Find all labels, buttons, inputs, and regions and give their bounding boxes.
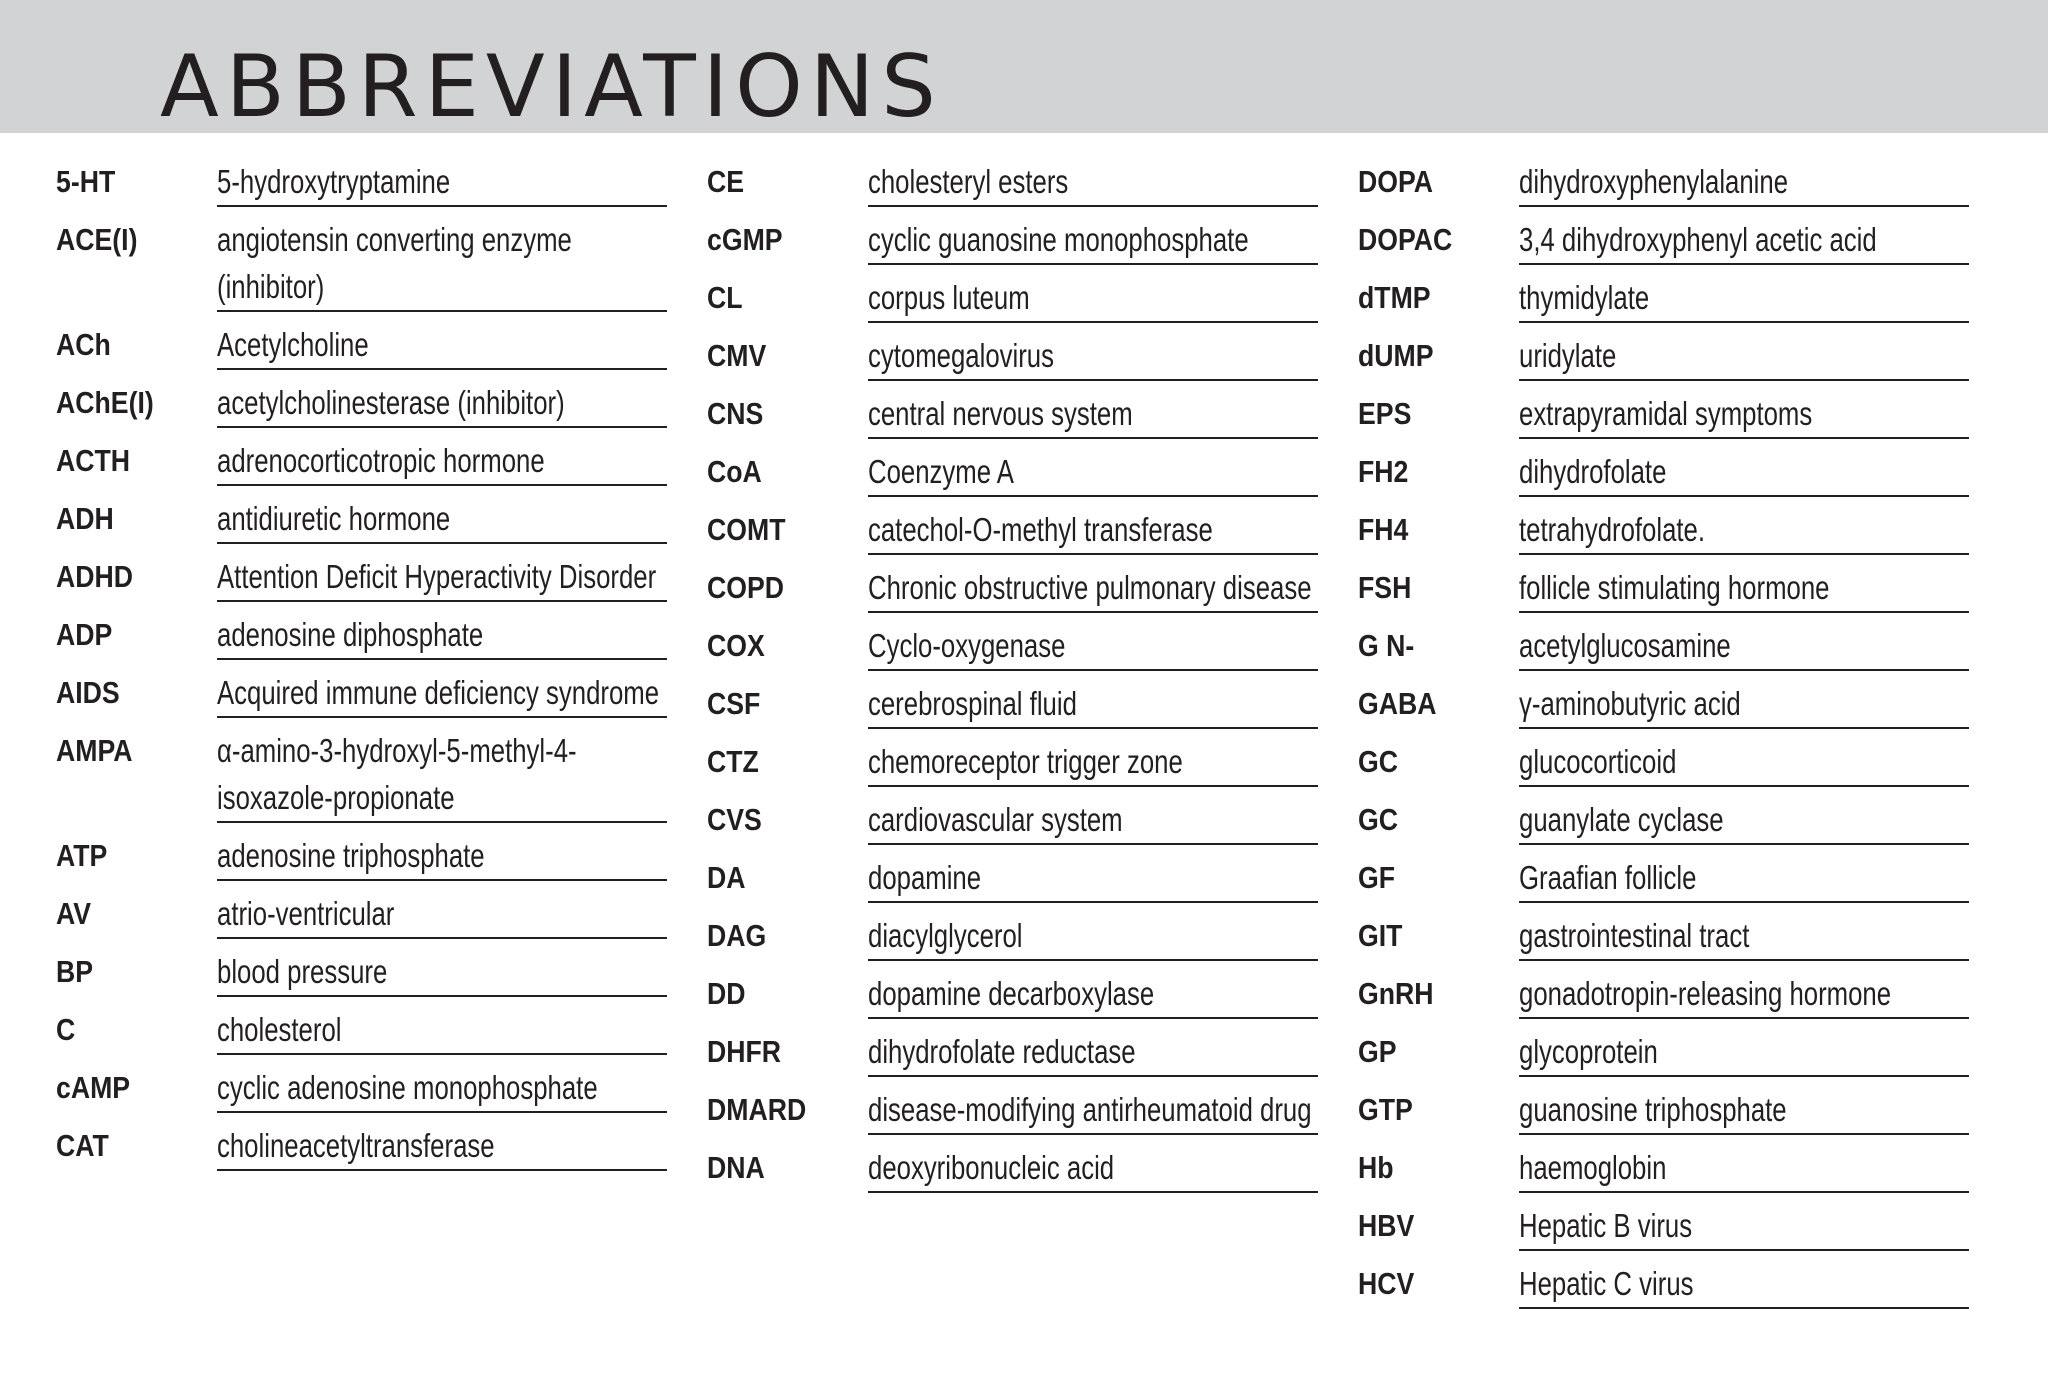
abbreviation-entry (707, 1028, 1327, 1077)
abbreviation-definition (1519, 680, 1969, 729)
abbreviation-term: HBV (1358, 1208, 1415, 1243)
abbreviation-definition (1519, 912, 1969, 961)
abbreviation-entry (707, 158, 1327, 207)
abbreviation-definition (868, 1028, 1318, 1077)
definition-text: 5-hydroxytryptamine (217, 163, 451, 200)
abbreviation-term: COX (707, 628, 765, 663)
abbreviation-entry (56, 321, 676, 370)
abbreviation-definition (217, 495, 667, 544)
definition-text: atrio-ventricular (217, 895, 395, 932)
abbreviation-definition (1519, 970, 1969, 1019)
abbreviation-entry (1358, 1202, 1978, 1251)
definition-text: cholesteryl esters (868, 163, 1069, 200)
definition-text: Hepatic B virus (1519, 1207, 1693, 1244)
definition-text: gastrointestinal tract (1519, 917, 1750, 954)
abbreviation-term: GP (1358, 1034, 1397, 1069)
abbreviation-entry (707, 274, 1327, 323)
definition-text: extrapyramidal symptoms (1519, 395, 1813, 432)
abbreviation-entry (707, 216, 1327, 265)
abbreviation-entry (707, 738, 1327, 787)
abbreviation-definition (1519, 796, 1969, 845)
abbreviation-term: GC (1358, 744, 1398, 779)
definition-text: γ-aminobutyric acid (1519, 685, 1741, 722)
abbreviation-definition (217, 611, 667, 660)
definition-text: adenosine triphosphate (217, 837, 485, 874)
definition-text: chemoreceptor trigger zone (868, 743, 1183, 780)
definition-text: cardiovascular system (868, 801, 1123, 838)
abbreviation-definition (1519, 332, 1969, 381)
abbreviation-definition (868, 1144, 1318, 1193)
abbreviation-term: ACE(I) (56, 222, 138, 257)
abbreviation-entry (56, 379, 676, 428)
definition-text: diacylglycerol (868, 917, 1023, 954)
abbreviation-term: AChE(I) (56, 385, 154, 420)
abbreviation-entry (56, 216, 676, 312)
abbreviation-entry (1358, 738, 1978, 787)
abbreviation-entry (56, 832, 676, 881)
abbreviation-definition (217, 1064, 667, 1113)
definition-text: glucocorticoid (1519, 743, 1677, 780)
abbreviation-definition (217, 669, 667, 718)
abbreviation-term: GC (1358, 802, 1398, 837)
abbreviation-definition (868, 912, 1318, 961)
abbreviation-term: GTP (1358, 1092, 1413, 1127)
definition-text: follicle stimulating hormone (1519, 569, 1830, 606)
abbreviation-definition (1519, 216, 1969, 265)
abbreviation-entry (707, 506, 1327, 555)
abbreviation-definition (217, 890, 667, 939)
abbreviation-entry (1358, 390, 1978, 439)
abbreviation-definition (1519, 1028, 1969, 1077)
abbreviation-entry (1358, 796, 1978, 845)
abbreviation-term: ATP (56, 838, 108, 873)
abbreviation-definition (868, 564, 1318, 613)
abbreviation-entry (56, 1122, 676, 1171)
abbreviation-entry (56, 669, 676, 718)
definition-text: uridylate (1519, 337, 1617, 374)
abbreviation-entry (1358, 216, 1978, 265)
definition-text: central nervous system (868, 395, 1133, 432)
abbreviations-column-3 (1358, 158, 1978, 1318)
abbreviation-entry (707, 680, 1327, 729)
abbreviation-term: EPS (1358, 396, 1412, 431)
definition-text: α-amino-3-hydroxyl-5-methyl-4-isoxazole-propionate (217, 732, 577, 816)
abbreviation-entry (56, 437, 676, 486)
definition-text: Chronic obstructive pulmonary disease (868, 569, 1312, 606)
abbreviation-definition (868, 796, 1318, 845)
abbreviation-term: CVS (707, 802, 762, 837)
abbreviation-term: dUMP (1358, 338, 1434, 373)
abbreviation-definition (1519, 1260, 1969, 1309)
abbreviation-entry (1358, 622, 1978, 671)
abbreviation-term: DOPAC (1358, 222, 1453, 257)
abbreviation-term: ACTH (56, 443, 131, 478)
definition-text: thymidylate (1519, 279, 1650, 316)
abbreviation-definition (868, 390, 1318, 439)
abbreviation-entry (56, 1064, 676, 1113)
abbreviation-definition (217, 379, 667, 428)
definition-text: blood pressure (217, 953, 388, 990)
abbreviation-definition (868, 332, 1318, 381)
definition-text: guanylate cyclase (1519, 801, 1724, 838)
abbreviation-term: FH4 (1358, 512, 1409, 547)
definition-text: disease-modifying antirheumatoid drug (868, 1091, 1312, 1128)
abbreviation-term: ADP (56, 617, 113, 652)
abbreviation-definition (1519, 738, 1969, 787)
abbreviation-term: GnRH (1358, 976, 1434, 1011)
abbreviation-entry (707, 1144, 1327, 1193)
abbreviation-definition (1519, 448, 1969, 497)
abbreviation-term: C (56, 1012, 76, 1047)
definition-text: Attention Deficit Hyperactivity Disorder (217, 558, 657, 595)
abbreviation-entry (56, 495, 676, 544)
definition-text: cholesterol (217, 1011, 342, 1048)
definition-text: dihydrofolate reductase (868, 1033, 1136, 1070)
abbreviation-term: CE (707, 164, 745, 199)
abbreviation-entry (707, 564, 1327, 613)
abbreviation-term: DMARD (707, 1092, 807, 1127)
abbreviation-term: DD (707, 976, 746, 1011)
header-band (0, 0, 2048, 137)
definition-text: cyclic guanosine monophosphate (868, 221, 1249, 258)
abbreviations-column-2 (707, 158, 1327, 1202)
abbreviation-term: CMV (707, 338, 767, 373)
definition-text: adrenocorticotropic hormone (217, 442, 545, 479)
abbreviation-definition (217, 216, 667, 312)
definition-text: Graafian follicle (1519, 859, 1697, 896)
abbreviation-definition (1519, 1144, 1969, 1193)
abbreviation-entry (56, 158, 676, 207)
definition-text: dopamine decarboxylase (868, 975, 1155, 1012)
abbreviation-term: cGMP (707, 222, 783, 257)
abbreviation-definition (868, 274, 1318, 323)
abbreviation-entry (707, 912, 1327, 961)
definition-text: Hepatic C virus (1519, 1265, 1694, 1302)
abbreviation-entry (707, 970, 1327, 1019)
definition-text: dihydroxyphenylalanine (1519, 163, 1789, 200)
abbreviation-entry (56, 727, 676, 823)
abbreviation-term: ADHD (56, 559, 134, 594)
definition-text: acetylcholinesterase (inhibitor) (217, 384, 565, 421)
abbreviation-term: DAG (707, 918, 767, 953)
abbreviation-entry (707, 796, 1327, 845)
abbreviation-term: AIDS (56, 675, 120, 710)
abbreviation-definition (868, 158, 1318, 207)
definition-text: tetrahydrofolate. (1519, 511, 1706, 548)
abbreviation-definition (868, 622, 1318, 671)
abbreviations-column-1 (56, 158, 676, 1180)
abbreviation-entry (707, 854, 1327, 903)
abbreviation-definition (1519, 158, 1969, 207)
abbreviation-term: GF (1358, 860, 1396, 895)
abbreviation-definition (868, 970, 1318, 1019)
abbreviation-entry (56, 1006, 676, 1055)
abbreviation-definition (217, 727, 667, 823)
definition-text: 3,4 dihydroxyphenyl acetic acid (1519, 221, 1877, 258)
abbreviation-entry (1358, 680, 1978, 729)
definition-text: acetylglucosamine (1519, 627, 1731, 664)
abbreviation-entry (1358, 1260, 1978, 1309)
definition-text: Acetylcholine (217, 326, 369, 363)
abbreviation-entry (1358, 564, 1978, 613)
abbreviation-term: GIT (1358, 918, 1403, 953)
abbreviation-term: FSH (1358, 570, 1412, 605)
abbreviation-definition (217, 321, 667, 370)
definition-text: haemoglobin (1519, 1149, 1667, 1186)
abbreviation-term: dTMP (1358, 280, 1431, 315)
abbreviation-entry (707, 332, 1327, 381)
definition-text: cytomegalovirus (868, 337, 1054, 374)
abbreviation-definition (868, 680, 1318, 729)
abbreviation-term: COPD (707, 570, 785, 605)
abbreviation-entry (1358, 332, 1978, 381)
abbreviation-entry (707, 1086, 1327, 1135)
definition-text: glycoprotein (1519, 1033, 1658, 1070)
abbreviation-term: Hb (1358, 1150, 1394, 1185)
abbreviation-definition (1519, 274, 1969, 323)
abbreviation-term: DOPA (1358, 164, 1434, 199)
abbreviation-definition (1519, 854, 1969, 903)
abbreviation-definition (868, 854, 1318, 903)
definition-text: angiotensin converting enzyme (inhibitor) (217, 221, 572, 305)
abbreviation-definition (1519, 564, 1969, 613)
abbreviation-definition (217, 1006, 667, 1055)
abbreviation-term: DHFR (707, 1034, 782, 1069)
abbreviation-entry (56, 611, 676, 660)
abbreviation-term: ADH (56, 501, 114, 536)
definition-text: Cyclo-oxygenase (868, 627, 1066, 664)
abbreviation-entry (1358, 970, 1978, 1019)
abbreviation-definition (1519, 390, 1969, 439)
abbreviation-term: COMT (707, 512, 786, 547)
abbreviation-term: AMPA (56, 733, 133, 768)
abbreviation-entry (1358, 158, 1978, 207)
definition-text: deoxyribonucleic acid (868, 1149, 1115, 1186)
abbreviation-definition (1519, 1086, 1969, 1135)
definition-text: cholineacetyltransferase (217, 1127, 495, 1164)
definition-text: cyclic adenosine monophosphate (217, 1069, 598, 1106)
abbreviation-entry (1358, 448, 1978, 497)
abbreviation-definition (868, 506, 1318, 555)
abbreviation-term: CAT (56, 1128, 109, 1163)
abbreviation-definition (868, 448, 1318, 497)
abbreviation-term: HCV (1358, 1266, 1415, 1301)
abbreviation-entry (56, 948, 676, 997)
definition-text: cerebrospinal fluid (868, 685, 1077, 722)
abbreviation-term: BP (56, 954, 94, 989)
definition-text: Coenzyme A (868, 453, 1014, 490)
definition-text: dihydrofolate (1519, 453, 1667, 490)
page-title: ABBREVIATIONS (160, 37, 943, 137)
abbreviation-definition (217, 437, 667, 486)
definition-text: corpus luteum (868, 279, 1030, 316)
abbreviation-definition (868, 216, 1318, 265)
abbreviation-term: DA (707, 860, 746, 895)
definition-text: antidiuretic hormone (217, 500, 451, 537)
abbreviation-definition (1519, 622, 1969, 671)
abbreviation-term: GABA (1358, 686, 1437, 721)
abbreviation-entry (707, 622, 1327, 671)
abbreviation-term: ACh (56, 327, 111, 362)
abbreviation-definition (217, 948, 667, 997)
abbreviation-term: CSF (707, 686, 761, 721)
abbreviation-definition (1519, 506, 1969, 555)
abbreviation-term: G N- (1358, 628, 1415, 663)
abbreviation-definition (868, 738, 1318, 787)
abbreviation-entry (1358, 1144, 1978, 1193)
abbreviation-term: CNS (707, 396, 764, 431)
definition-text: gonadotropin-releasing hormone (1519, 975, 1892, 1012)
abbreviation-term: 5-HT (56, 164, 116, 199)
abbreviation-term: DNA (707, 1150, 765, 1185)
abbreviation-term: CTZ (707, 744, 759, 779)
definition-text: adenosine diphosphate (217, 616, 484, 653)
abbreviation-entry (56, 890, 676, 939)
abbreviation-entry (1358, 274, 1978, 323)
definition-text: Acquired immune deficiency syndrome (217, 674, 660, 711)
abbreviation-entry (1358, 1086, 1978, 1135)
abbreviation-entry (1358, 854, 1978, 903)
abbreviation-entry (1358, 506, 1978, 555)
definition-text: catechol-O-methyl transferase (868, 511, 1213, 548)
abbreviation-entry (56, 553, 676, 602)
abbreviation-term: AV (56, 896, 92, 931)
definition-text: guanosine triphosphate (1519, 1091, 1787, 1128)
abbreviation-term: cAMP (56, 1070, 131, 1105)
abbreviation-entry (707, 448, 1327, 497)
definition-text: dopamine (868, 859, 982, 896)
abbreviation-term: CoA (707, 454, 762, 489)
abbreviation-definition (217, 1122, 667, 1171)
abbreviation-definition (868, 1086, 1318, 1135)
abbreviation-entry (1358, 912, 1978, 961)
abbreviation-definition (217, 553, 667, 602)
abbreviation-term: CL (707, 280, 743, 315)
abbreviation-entry (1358, 1028, 1978, 1077)
abbreviation-definition (1519, 1202, 1969, 1251)
abbreviation-term: FH2 (1358, 454, 1409, 489)
abbreviation-definition (217, 158, 667, 207)
abbreviation-definition (217, 832, 667, 881)
abbreviation-entry (707, 390, 1327, 439)
